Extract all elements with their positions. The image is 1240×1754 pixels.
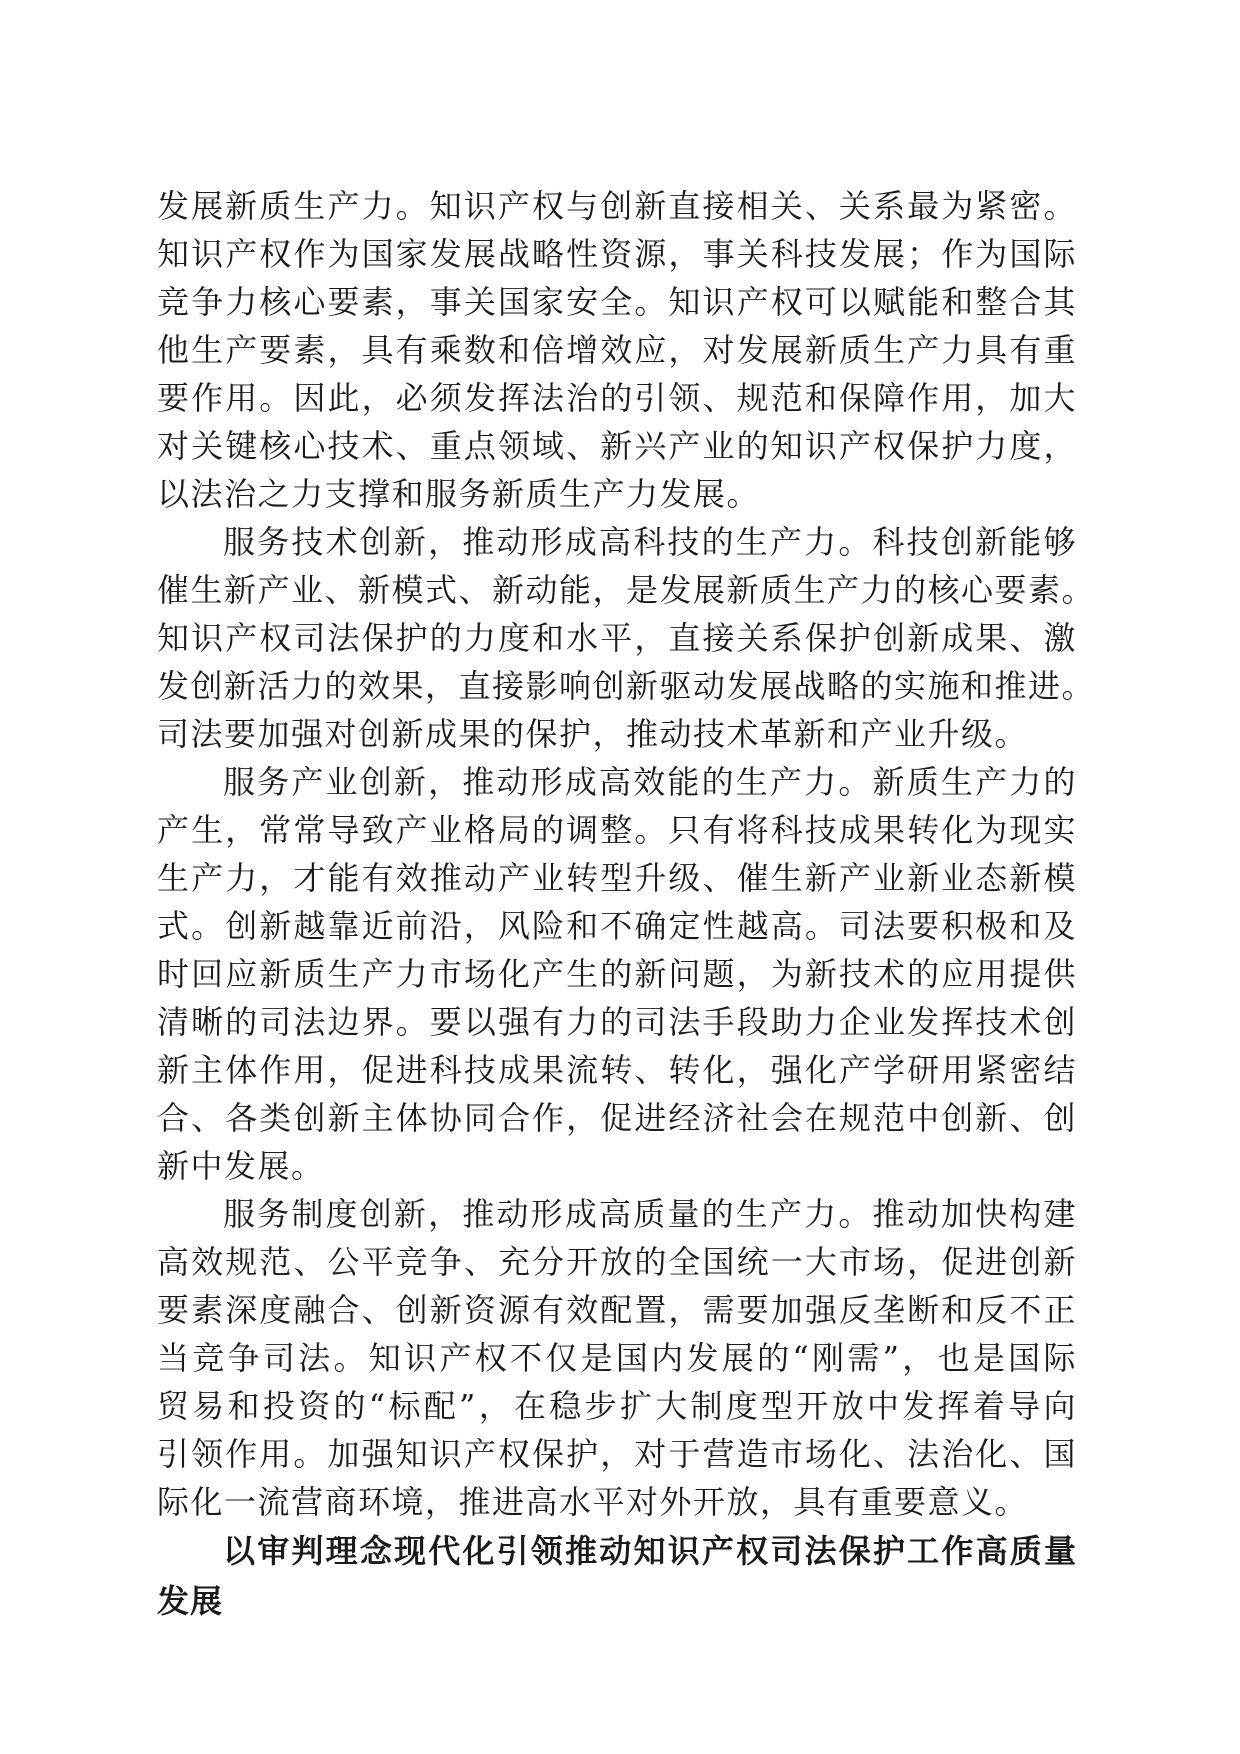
text-line: 他生产要素，具有乘数和倍增效应，对发展新质生产力具有重 [157, 331, 1077, 369]
text-line: 竞争力核心要素，事关国家安全。知识产权可以赋能和整合其 [157, 283, 1077, 321]
text-line: 清晰的司法边界。要以强有力的司法手段助力企业发挥技术创 [157, 1003, 1077, 1041]
text-line: 发创新活力的效果，直接影响创新驱动发展战略的实施和推进。 [157, 667, 1096, 705]
text-line: 贸易和投资的“标配”，在稳步扩大制度型开放中发挥着导向 [157, 1387, 1077, 1425]
heading-line: 以审判理念现代化引领推动知识产权司法保护工作高质量 [223, 1532, 1077, 1570]
text-line: 生产力，才能有效推动产业转型升级、催生新产业新业态新模 [157, 859, 1077, 897]
text-line: 知识产权作为国家发展战略性资源，事关科技发展；作为国际 [157, 235, 1077, 273]
text-line: 高效规范、公平竞争、充分开放的全国统一大市场，促进创新 [157, 1243, 1077, 1281]
text-line: 际化一流营商环境，推进高水平对外开放，具有重要意义。 [157, 1483, 1029, 1521]
paragraph-institutional-innovation [157, 1190, 1077, 1526]
text-line: 新主体作用，促进科技成果流转、转化，强化产学研用紧密结 [157, 1051, 1077, 1089]
text-line: 知识产权司法保护的力度和水平，直接关系保护创新成果、激 [157, 619, 1077, 657]
document-page [157, 182, 1096, 1626]
text-line: 服务产业创新，推动形成高效能的生产力。新质生产力的 [223, 763, 1077, 801]
paragraph-tech-innovation [157, 518, 1096, 758]
paragraph-industry-innovation [157, 758, 1077, 1190]
text-line: 司法要加强对创新成果的保护，推动技术革新和产业升级。 [157, 715, 1029, 753]
text-line: 服务技术创新，推动形成高科技的生产力。科技创新能够 [223, 523, 1077, 561]
text-line: 要素深度融合、创新资源有效配置，需要加强反垄断和反不正 [157, 1291, 1077, 1329]
text-line: 要作用。因此，必须发挥法治的引领、规范和保障作用，加大 [157, 379, 1077, 417]
text-line: 发展新质生产力。知识产权与创新直接相关、关系最为紧密。 [157, 187, 1077, 225]
paragraph-intro [157, 182, 1077, 518]
text-line: 以法治之力支撑和服务新质生产力发展。 [157, 475, 761, 513]
text-line: 当竞争司法。知识产权不仅是国内发展的“刚需”，也是国际 [157, 1339, 1077, 1377]
text-line: 式。创新越靠近前沿，风险和不确定性越高。司法要积极和及 [157, 907, 1077, 945]
text-line: 服务制度创新，推动形成高质量的生产力。推动加快构建 [223, 1195, 1077, 1233]
text-line: 时回应新质生产力市场化产生的新问题，为新技术的应用提供 [157, 955, 1077, 993]
section-heading [157, 1526, 1077, 1626]
text-line: 对关键核心技术、重点领域、新兴产业的知识产权保护力度， [157, 427, 1077, 465]
text-line: 产生，常常导致产业格局的调整。只有将科技成果转化为现实 [157, 811, 1077, 849]
text-line: 催生新产业、新模式、新动能，是发展新质生产力的核心要素。 [157, 571, 1096, 609]
text-line: 新中发展。 [157, 1147, 325, 1185]
heading-line: 发展 [157, 1582, 224, 1620]
text-line: 引领作用。加强知识产权保护，对于营造市场化、法治化、国 [157, 1435, 1077, 1473]
text-line: 合、各类创新主体协同合作，促进经济社会在规范中创新、创 [157, 1099, 1077, 1137]
